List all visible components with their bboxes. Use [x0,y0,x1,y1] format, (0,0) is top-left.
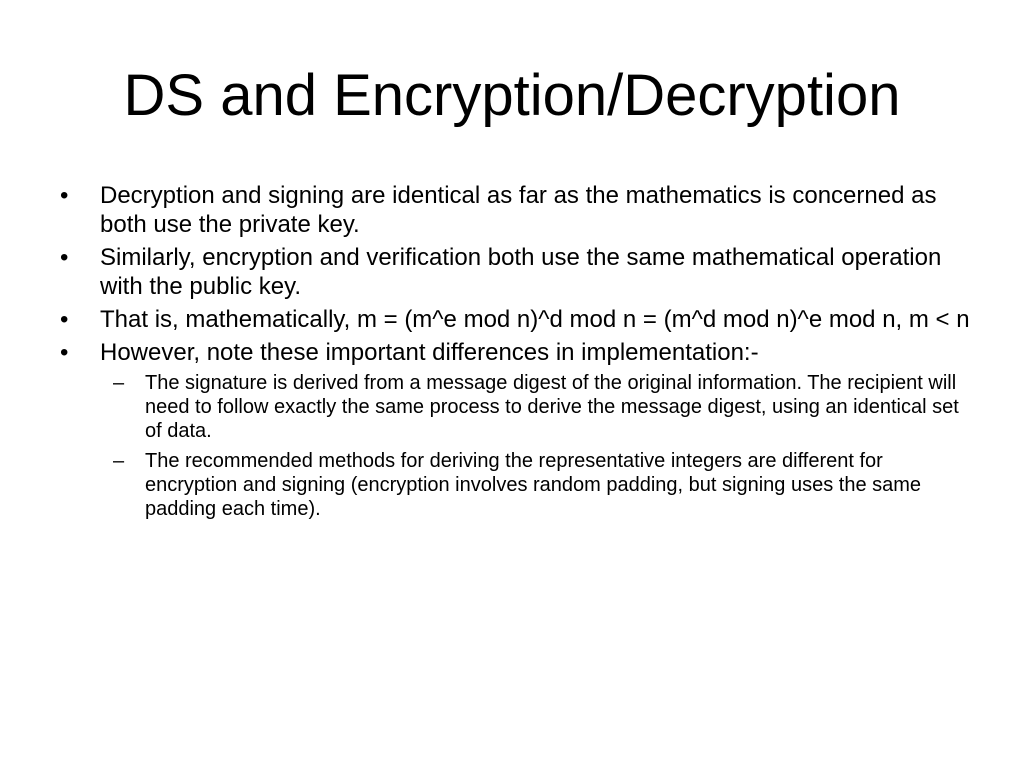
sub-bullet-list [60,371,980,521]
bullet-text: However, note these important differences in implementation:- [100,339,759,366]
slide-title: DS and Encryption/Decryption [123,63,901,128]
sub-bullet-marker: – [113,372,125,394]
sub-bullet-text: The signature is derived from a message digest of the original information. The recipient will need to follow exactly the same process to derive the message digest, using an identical set of data. [145,372,959,442]
bullet-text: That is, mathematically, m = (m^e mod n)^d mod n = (m^d mod n)^e mod n, m < n [100,306,970,333]
bullet-item [60,181,980,239]
bullet-text: Decryption and signing are identical as far as the mathematics is concerned as both use the private key. [100,182,937,238]
bullet-text: Similarly, encryption and verification both use the same mathematical operation with the public key. [100,244,942,300]
bullet-marker: • [60,306,69,333]
sub-bullet-item [60,449,970,521]
sub-bullet-marker: – [113,450,125,472]
sub-bullet-item [60,371,970,443]
bullet-marker: • [60,182,69,209]
bullet-item [60,338,980,367]
bullet-marker: • [60,244,69,271]
slide-content [60,181,980,527]
bullet-item [60,243,980,301]
bullet-item [60,305,980,334]
bullet-marker: • [60,339,69,366]
sub-bullet-text: The recommended methods for deriving the representative integers are different for encryption and signing (encryption involves random padding, but signing uses the same padding each time). [145,450,922,520]
